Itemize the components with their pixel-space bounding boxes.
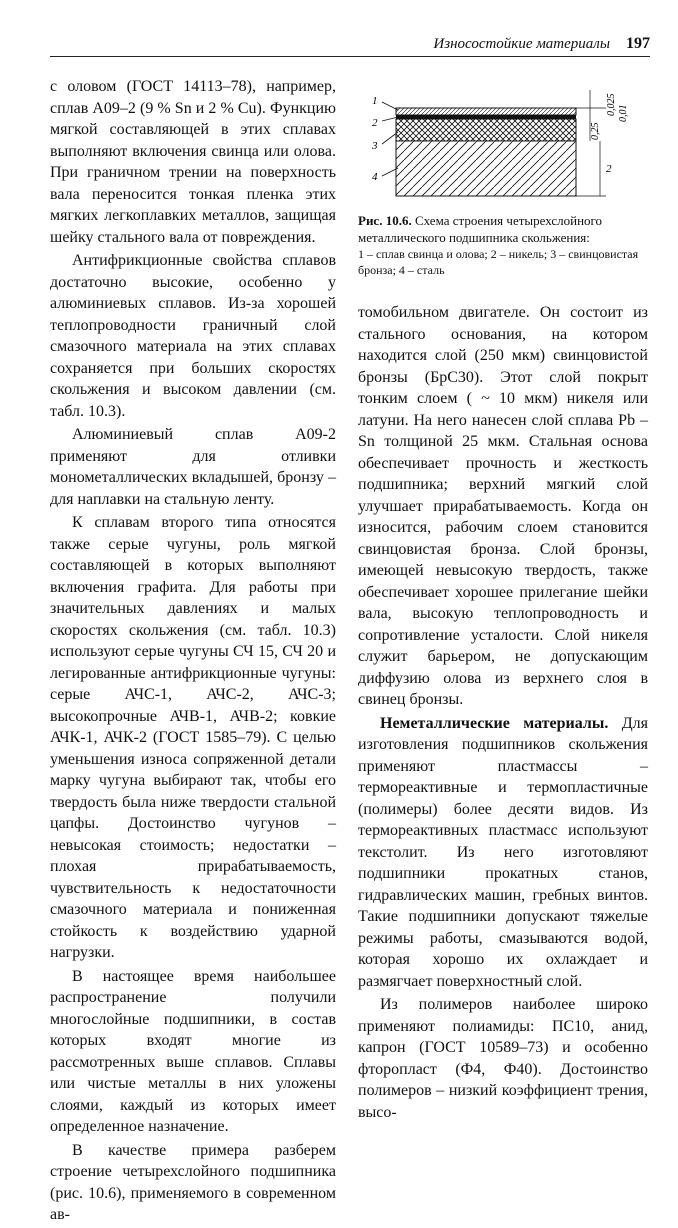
label-1: 1 [372, 95, 378, 107]
paragraph: К сплавам второго типа относятся также серые чугуны, роль мягкой составляющей в которых выполняют включения графита. Для работы при значительных давлениях и малых скоростях скольжения (см. табл. 10.3) используют серые чугуны СЧ 15, СЧ 20 и легированные антифрикционные чугуны: серые АЧС-1, АЧС-2, АЧС-3; высокопрочные АЧВ-1, АЧВ-2; ковкие АЧК-1, АЧК-2 (ГОСТ 1585–79). С целью уменьшения износа сопряженной детали марку чугуна выбирают так, чтобы его твердость была ниже твердости стальной цапфы. Достоинство чугунов – невысокая стоимость; недостатки – плохая прирабатываемость, чувствительность к недостаточности смазочного материала и пониженная стойкость к воздействию ударной нагрузки. [50, 514, 336, 961]
layer-3 [396, 119, 576, 141]
dim-001: 0,01 [618, 104, 629, 122]
paragraph: В качестве примера разберем строение четырехслойного подшипника (рис. 10.6), применяемого в современном ав- [50, 1141, 336, 1223]
figure-caption [358, 212, 650, 278]
caption-label: Рис. 10.6. [358, 213, 412, 228]
nonmetal-paragraph [358, 713, 648, 993]
layer-1 [396, 108, 576, 115]
dim-025: 0,25 [590, 122, 601, 140]
caption-legend: 1 – сплав свинца и олова; 2 – никель; 3 – свинцовистая бронза; 4 – сталь [358, 247, 639, 277]
page-number: 197 [626, 35, 650, 52]
page-header [50, 30, 650, 57]
label-2: 2 [372, 117, 378, 129]
paragraph: Алюминиевый сплав А09-2 применяют для отливки монометаллических вкладышей, бронзу – для наплавки на стальную ленту. [50, 426, 336, 508]
label-3: 3 [372, 140, 378, 152]
paragraph: Из полимеров наиболее широко применяют полиамиды: ПС10, анид, капрон (ГОСТ 10589–73) и особенно фторопласт (Ф4, Ф40). Достоинство полимеров – низкий коэффициент трения, высо- [358, 996, 648, 1121]
bearing-layer-diagram [368, 88, 648, 208]
left-column [50, 76, 336, 1228]
dim-0025: 0,025 [606, 93, 617, 116]
paragraph: томобильном двигателе. Он состоит из стального основания, на котором находится слой (250 мкм) свинцовистой бронзы (БрС30). Этот слой покрыт тонким слоем ( ~ 10 мкм) никеля или латуни. На него нанесен слой сплава Pb – Sn толщиной 25 мкм. Стальная основа обеспечивает прочность и жесткость подшипника; верхний мягкий слой улучшает прирабатываемость. Когда он износится, рабочим слоем становится свинцовистая бронза. Слой бронзы, имеющей невысокую твердость, также обеспечивает хорошее прилегание шейки вала, высокую теплопроводность и сопротивление усталости. Слой никеля служит барьером, не допускающим диффузию олова из верхнего слоя в свинец бронзы. [358, 304, 648, 708]
layer-4 [396, 141, 576, 196]
paragraph: Антифрикционные свойства сплавов достаточно высокие, особенно у алюминиевых сплавов. Из-за хорошей теплопроводности граничный слой смазочного материала на этих сплавах сохраняется при больших скоростях скольжения и высоком давлении (см. табл. 10.3). [50, 252, 336, 420]
dim-2: 2 [606, 163, 612, 175]
running-title: Износостойкие материалы [433, 36, 610, 52]
right-column [358, 302, 648, 1125]
paragraph: с оловом (ГОСТ 14113–78), например, сплав А09–2 (9 % Sn и 2 % Cu). Функцию мягкой составляющей в этих сплавах выполняют включения свинца или олова. При граничном трении на поверхность вала переносится тонкая пленка этих мягких легкоплавких металлов, защищая шейку стального вала от повреждения. [50, 78, 336, 246]
layer-2 [396, 115, 576, 119]
leader-1 [382, 102, 398, 110]
paragraph: В настоящее время наибольшее распространение получили многослойные подшипники, в состав которых входят многие из рассмотренных выше сплавов. Сплавы или чистые металлы в них уложены слоями, каждый из которых имеет определенное назначение. [50, 967, 336, 1135]
label-4: 4 [372, 171, 378, 183]
nonmetal-text: Для изготовления подшипников скольжения применяют пластмассы – термореактивные и термопластичные (полимеры) более десяти видов. Из термореактивных пластмасс используют текстолит. Из него изготовляют подшипники прокатных станов, гидравлических машин, гребных винтов. Такие подшипники допускают тяжелые режимы работы, смазываются водой, которая хорошо их охлаждает и размягчает поверхностный слой. [358, 714, 649, 990]
caption-text: Схема строения четырехслойного металлического подшипника скольжения: [358, 213, 603, 245]
bearing-diagram-svg [368, 88, 648, 208]
section-heading: Неметаллические материалы. [380, 714, 609, 732]
